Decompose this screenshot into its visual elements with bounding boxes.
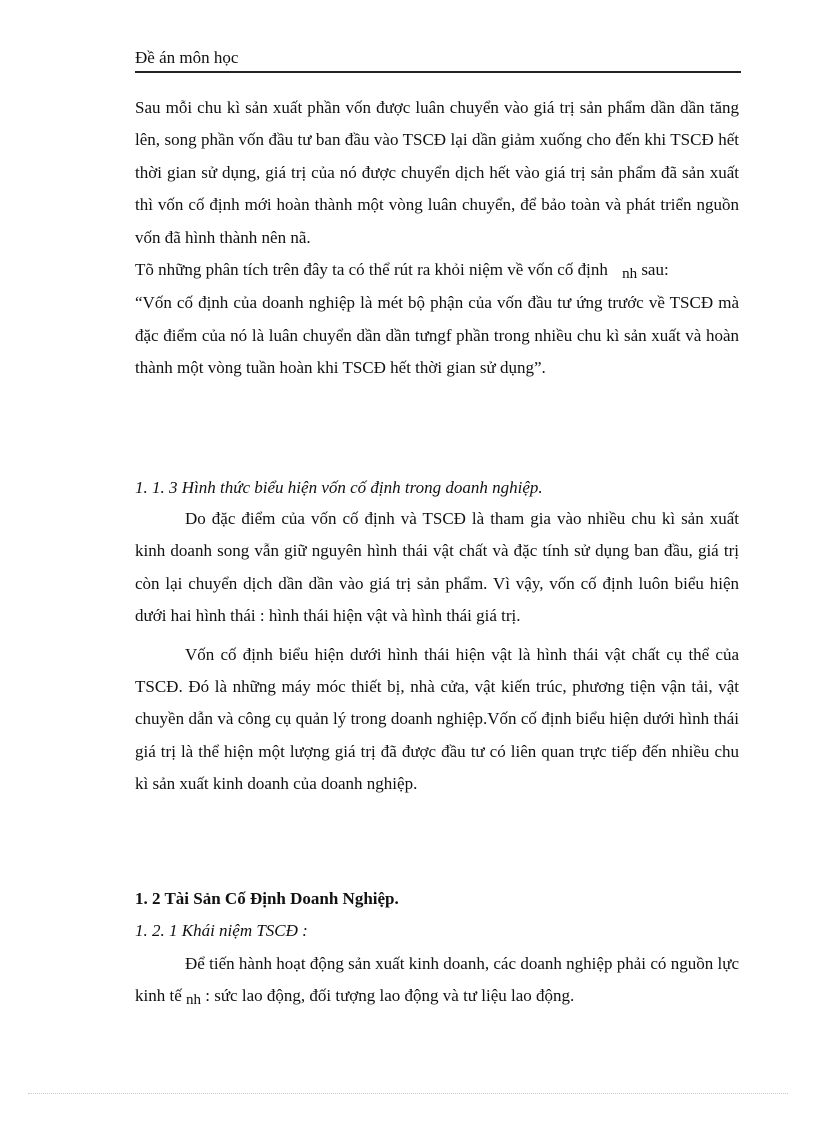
paragraph-3: Do đặc điểm của vốn cố định và TSCĐ là tham gia vào nhiều chu kì sản xuất kinh doanh song vẫn giữ nguyên hình thái vật chất và đặc tính sử dụng ban đầu, giá trị còn lại chuyển dịch dần dần vào giá trị sản phẩm. Vì vậy, vốn cố định luôn biểu hiện dưới hai hình thái : hình thái hiện vật và hình thái giá trị. [135, 509, 739, 626]
body-block-2 [135, 503, 739, 801]
paragraph-2-tail: sau: [641, 260, 669, 280]
paragraph-5-tail: : sức lao động, đối tượng lao động và tư liệu lao động. [205, 986, 575, 1006]
paragraph-1: Sau mỗi chu kì sản xuất phần vốn được luân chuyển vào giá trị sản phẩm dần dần tăng lên, song phần vốn đầu tư ban đầu vào TSCĐ lại dần giảm xuống cho đến khi TSCĐ hết thời gian sử dụng, giá trị của nó được chuyển dịch hết vào giá trị sản phẩm đã sản xuất thì vốn cố định mới hoàn thành một vòng luân chuyển, để bảo toàn và phát triển nguồn vốn đã hình thành nên nã. [135, 98, 739, 247]
document-header: Đề án môn học [135, 48, 239, 67]
section-heading-1-1-3: 1. 1. 3 Hình thức biểu hiện vốn cố định trong doanh nghiệp. [135, 478, 543, 497]
paragraph-5-text: Để tiến hành hoạt động sản xuất kinh doanh, các doanh nghiệp phải có nguồn lực kinh tế [135, 954, 739, 1006]
paragraph-2 [135, 254, 739, 287]
paragraph-4: Vốn cố định biểu hiện dưới hình thái hiện vật là hình thái vật chất cụ thể của TSCĐ. Đó là những máy móc thiết bị, nhà cửa, vật kiến trúc, phương tiện vận tải, vật chuyền dẫn và công cụ quản lý trong doanh nghiệp.Vốn cố định biểu hiện dưới hình thái giá trị là thể hiện một lượng giá trị đã được đầu tư có liên quan trực tiếp đến nhiều chu kì sản xuất kinh doanh của doanh nghiệp. [135, 644, 739, 794]
body-block-3 [135, 948, 739, 1014]
paragraph-5-nh: nh [186, 992, 201, 1009]
paragraph-5 [135, 948, 739, 1014]
paragraph-2-text: Tõ những phân tích trên đây ta có thể rút ra khỏi niệm về vốn cố định [135, 260, 608, 280]
paragraph-2-nh: nh [622, 266, 638, 283]
header-rule [135, 71, 741, 73]
section-heading-1-2: 1. 2 Tài Sản Cố Định Doanh Nghiệp. [135, 889, 399, 908]
section-heading-1-2-1: 1. 2. 1 Khái niệm TSCĐ : [135, 921, 308, 940]
definition-quote: “Vốn cố định của doanh nghiệp là mét bộ phận của vốn đầu tư ứng trước về TSCĐ mà đặc điểm của nó là luân chuyển dần dần tưngf phần trong nhiều chu kì sản xuất và hoàn thành một vòng tuần hoàn khi TSCĐ hết thời gian sử dụng”. [135, 293, 739, 378]
body-block-1 [135, 92, 739, 385]
page-bottom-rule [28, 1093, 788, 1094]
